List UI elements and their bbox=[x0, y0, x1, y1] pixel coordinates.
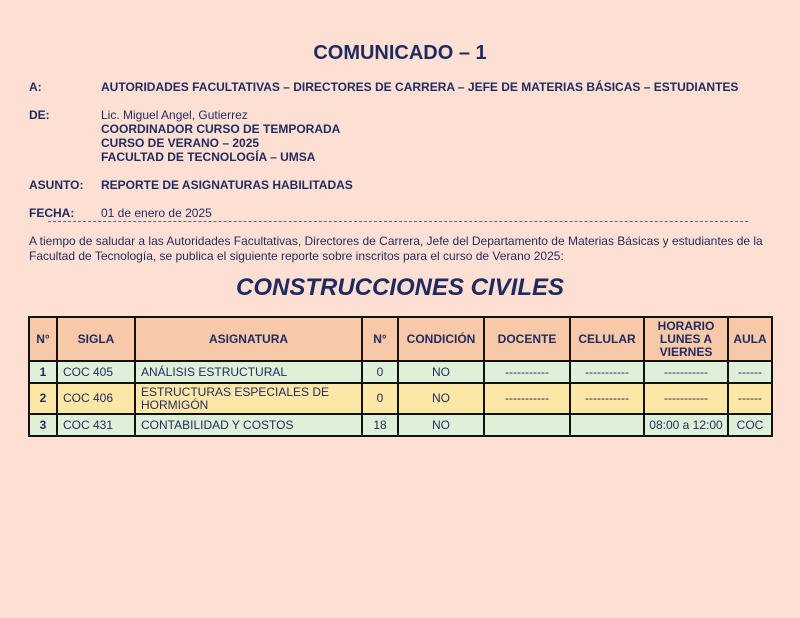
cell-asignatura: ESTRUCTURAS ESPECIALES DE HORMIGÓN bbox=[135, 383, 362, 414]
table-header-row bbox=[29, 317, 772, 361]
table-row bbox=[29, 361, 772, 383]
cell-aula: COC bbox=[728, 414, 772, 436]
cell-docente: ----------- bbox=[484, 361, 570, 383]
cell-asignatura: ANÁLISIS ESTRUCTURAL bbox=[135, 361, 362, 383]
table-row bbox=[29, 383, 772, 414]
cell-horario: ----------- bbox=[644, 361, 728, 383]
cell-docente bbox=[484, 414, 570, 436]
cell-aula: ------ bbox=[728, 361, 772, 383]
header-asignatura: ASIGNATURA bbox=[135, 317, 362, 361]
cell-celular bbox=[570, 414, 644, 436]
subject-label: ASUNTO: bbox=[29, 178, 84, 192]
cell-docente: ----------- bbox=[484, 383, 570, 414]
date-value: 01 de enero de 2025 bbox=[101, 206, 212, 220]
cell-aula: ------ bbox=[728, 383, 772, 414]
from-faculty: FACULTAD DE TECNOLOGÍA – UMSA bbox=[101, 150, 316, 164]
header-docente: DOCENTE bbox=[484, 317, 570, 361]
cell-number: 3 bbox=[29, 414, 57, 436]
cell-number: 2 bbox=[29, 383, 57, 414]
subjects-table bbox=[28, 316, 773, 437]
cell-condicion: NO bbox=[398, 361, 484, 383]
cell-sigla: COC 405 bbox=[57, 361, 135, 383]
from-label: DE: bbox=[29, 108, 50, 122]
header-celular: CELULAR bbox=[570, 317, 644, 361]
header-horario: HORARIO LUNES A VIERNES bbox=[644, 317, 728, 361]
cell-condicion: NO bbox=[398, 383, 484, 414]
table-row bbox=[29, 414, 772, 436]
cell-enrolled: 0 bbox=[362, 361, 398, 383]
cell-enrolled: 0 bbox=[362, 383, 398, 414]
header-condicion: CONDICIÓN bbox=[398, 317, 484, 361]
cell-enrolled: 18 bbox=[362, 414, 398, 436]
date-label: FECHA: bbox=[29, 206, 75, 220]
cell-celular: ----------- bbox=[570, 383, 644, 414]
cell-condicion: NO bbox=[398, 414, 484, 436]
cell-celular: ----------- bbox=[570, 361, 644, 383]
cell-horario: 08:00 a 12:00 bbox=[644, 414, 728, 436]
cell-horario: ----------- bbox=[644, 383, 728, 414]
page-title: COMUNICADO – 1 bbox=[313, 42, 487, 64]
header-enrolled: N° bbox=[362, 317, 398, 361]
to-value: AUTORIDADES FACULTATIVAS – DIRECTORES DE CARRERA – JEFE DE MATERIAS BÁSICAS – ESTUDIANTES bbox=[101, 80, 739, 94]
subject-value: REPORTE DE ASIGNATURAS HABILITADAS bbox=[101, 178, 353, 192]
header-number: N° bbox=[29, 317, 57, 361]
section-title: CONSTRUCCIONES CIVILES bbox=[235, 274, 565, 301]
from-course: CURSO DE VERANO – 2025 bbox=[101, 136, 260, 150]
cell-sigla: COC 431 bbox=[57, 414, 135, 436]
header-sigla: SIGLA bbox=[57, 317, 135, 361]
header-aula: AULA bbox=[728, 317, 772, 361]
intro-paragraph: A tiempo de saludar a las Autoridades Facultativas, Directores de Carrera, Jefe del Departamento de Materias Básicas y estudiantes de la Facultad de Tecnología, se publica el siguiente reporte sobre inscritos para el curso de Verano 2025: bbox=[29, 234, 763, 263]
from-role: COORDINADOR CURSO DE TEMPORADA bbox=[101, 122, 341, 136]
cell-sigla: COC 406 bbox=[57, 383, 135, 414]
dashed-divider bbox=[48, 221, 748, 224]
to-label: A: bbox=[29, 80, 42, 94]
cell-asignatura: CONTABILIDAD Y COSTOS bbox=[135, 414, 362, 436]
cell-number: 1 bbox=[29, 361, 57, 383]
from-name: Lic. Miguel Angel, Gutierrez bbox=[101, 108, 248, 122]
